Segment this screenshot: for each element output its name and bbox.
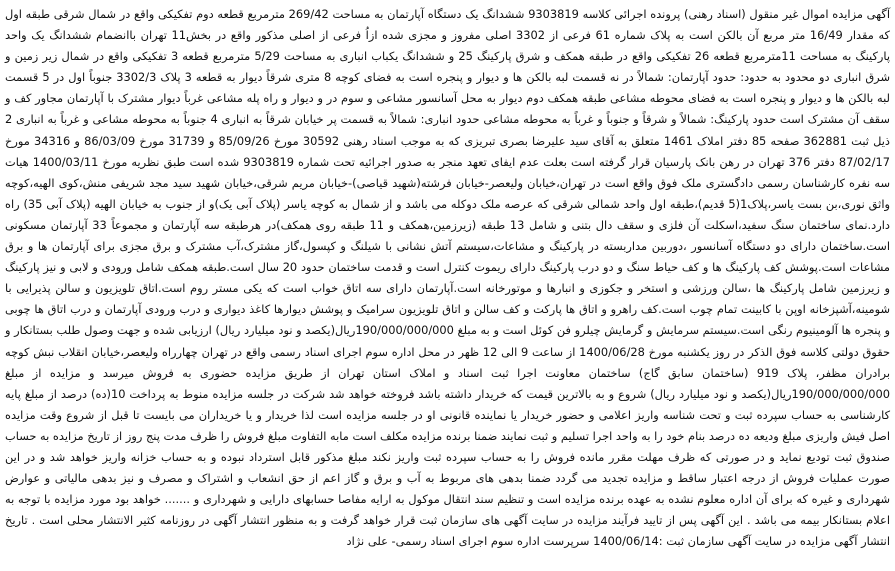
auction-notice-text: آگهی مزایده اموال غیر منقول (اسناد رهنی) پرونده اجرائی کلاسه 9303819 ششدانگ یک دستگاه آپارتمان به مساحت 269/42 مترمربع قطعه دوم تفکیکی واقع در شمال شرقی طبقه اول که مقدار 16/49 متر مربع آن بالکن است به پلاک شماره 61 فرعی از 3302 اصلی مفروز و مجزی شده ازاُ فرعی از اصلی مذکور واقع در بخش11 تهران باانضمام ششدانگ یک واحد پارکینگ به مساحت 11مترمربع قطعه 26 تفکیکی واقع در طبقه همکف و شرق پارکینگ 25 و ششدانگ یکباب انباری به مساحت 5/29 مترمربع قطعه 3 تفکیکی واقع در شمال زیر زمین و شرق انباری دو محدود به حدود: حدود آپارتمان: شمالاً در نه قسمت لبه بالکن ها و دیوار و پنجره است به فضای کوچه 8 متری شرقاً دیوار به قطعه 3 پلاک 3302/3 جنوباً اول در 5 قسمت لبه بالکن ها و دیوار و پنجره است به فضای محوطه مشاعی طبقه همکف دوم دیوار به محل آسانسور مشاعی و سوم در و دیوار و راه پله مشاعی غرباً دیوار مشترک با آپارتمان مجاور کف و سقف آن مشترک است حدود پارکینگ: شمالاً و شرقاً و جنوباً و غرباً به محوطه مشاعی حدود انباری: شمالاً به قسمت پر خیابان شرقاً به انباری 4 جنوباً به محوطه مشاعی و غرباً به انباری 2 ذیل ثبت 362881 صفحه 85 دفتر املاک 1461 متعلق به آقای سید علیرضا بصری تبریزی که به موجب اسناد رهنی 30592 مورخ 85/09/26 و 31739 مورخ 86/03/09 و 34316 مورخ 87/02/17 دفتر 376 تهران در رهن بانک پارسیان قرار گرفته است بعلت عدم ایفای تعهد منجر به صدور اجرائیه تحت شماره 9303819 شده است طبق نظریه مورخ 1400/03/11 هیات سه نفره کارشناسان رسمی دادگستری ملک فوق واقع است در تهران،خیابان ولیعصر-خیابان فرشته(شهید قیاصی)-خیابان مریم شرقی،خیابان شهید سید مجد شریفی منش،کوی الهیه،کوچه واثق نوری،بن بست یاسر،پلاک1(5 قدیم)،طبقه اول واحد شمالی شرقی که عرصه ملک دوکله می باشد و از شمال به کوچه یاسر (پلاک آبی یک)و از جنوب به خیابان الهیه (پلاک آبی 35) راه دارد.نمای ساختمان سنگ سفید،اسکلت آن فلزی و سقف دال بتنی و شامل 13 طبقه (زیرزمین،همکف و 11 طبقه روی همکف)در هرطبقه سه آپارتمان و مجموعاً 33 آپارتمان مسکونی است.ساختمان دارای دو دستگاه آسانسور ،دوربین مداربسته در پارکینگ و مشاعات،سیستم آتش نشانی با شیلنگ و کپسول،گاز مشترک،آب مشترک و برق مجزی برای آپارتمان ها و برق مشاعات است.پوشش کف پارکینگ ها و کف حیاط سنگ و دو درب پارکینگ دارای ریموت کنترل است و قدمت ساختمان حدود 20 سال است.طبقه همکف شامل ورودی و لابی و نیز پارکینگ و زیرزمین شامل پارکینگ ها ،سالن ورزشی و استخر و جکوزی و انبارها و موتورخانه است.آپارتمان دارای سه اتاق خواب است که یکی مستر روم است.اتاق تلویزیون و سالن پذیرایی با شومینه،آشپزخانه اوپن با کابینت تمام چوب است.کف راهرو و اتاق ها پارکت و کف سالن و اتاق تلویزیون سرامیک و پوشش دیوارها کاغذ دیواری و درب ورودی آپارتمان و درب اتاق ها چوبی و پنجره ها آلومینیوم رنگی است.سیستم سرمایش و گرمایش چیلرو فن کوئل است و به مبلغ 190/000/000/000ریال(یکصد و نود میلیارد ریال) ارزیابی شده و جهت وصول طلب بستانکار و حقوق دولتی کلاسه فوق الذکر در روز یکشنبه مورخ 1400/06/28 از ساعت 9 الی 12 ظهر در محل اداره سوم اجرای اسناد رسمی واقع در تهران چهارراه ولیعصر،خیابان انقلاب نبش کوچه برادران مظفر، پلاک 919 (ساختمان سابق گاج) ساختمان معاونت اجرا ثبت اسناد و املاک استان تهران از طریق مزایده حضوری به فروش میرسد و مزایده از مبلغ 190/000/000/000ریال(یکصد و نود میلیارد ریال) شروع و به بالاترین قیمت که خریدار داشته باشد فروخته خواهد شد شرکت در جلسه مزایده منوط به پرداخت 10(ده) درصد از مبلغ پایه کارشناسی به حساب سپرده ثبت و تحت شناسه واریز اعلامی و حضور خریدار یا نماینده قانونی او در جلسه مزایده است لذا خریدار و یا خریداران می بایست تا قبل از شروع وقت مزایده اصل فیش واریزی مبلغ ودیعه ده درصد بنام خود را به واحد اجرا تسلیم و ثبت نمایند ضمنا برنده مزایده مکلف است مابه التفاوت مبلغ فروش را ظرف مدت پنج روز از تاریخ مزایده به حساب صندوق ثبت تودیع نماید و در صورتی که ظرف مهلت مقرر مانده فروش را به حساب سپرده ثبت واریز نکند مبلغ مذکور قابل استرداد نبوده و به حساب خزانه واریز خواهد شد و در این صورت عملیات فروش از درجه اعتبار ساقط و مزایده تجدید می گردد ضمنا بدهی های مربوط به آب و برق و گاز اعم از حق انشعاب و اشتراک و مصرف و نیز بدهی مالیاتی و عوارض شهرداری و غیره که برای آن اداره معلوم نشده به عهده برنده مزایده است و تنظیم سند انتقال موکول به ارایه مفاصا حسابهای دارایی و شهرداری و ....... خواهد بود مورد مزایده با توجه به اعلام بستانکار بیمه می باشد . این آگهی پس از تایید فرآیند مزایده در سایت آگهی های سازمان ثبت قرار خواهد گرفت و به منظور انتشار آگهی در روزنامه کثیر الانتشار محلی است . تاریخ انتشار آگهی مزایده در سایت آگهی سازمان ثبت :1400/06/14 سرپرست اداره سوم اجرای اسناد رسمی- علی نژاد — [5, 7, 891, 549]
